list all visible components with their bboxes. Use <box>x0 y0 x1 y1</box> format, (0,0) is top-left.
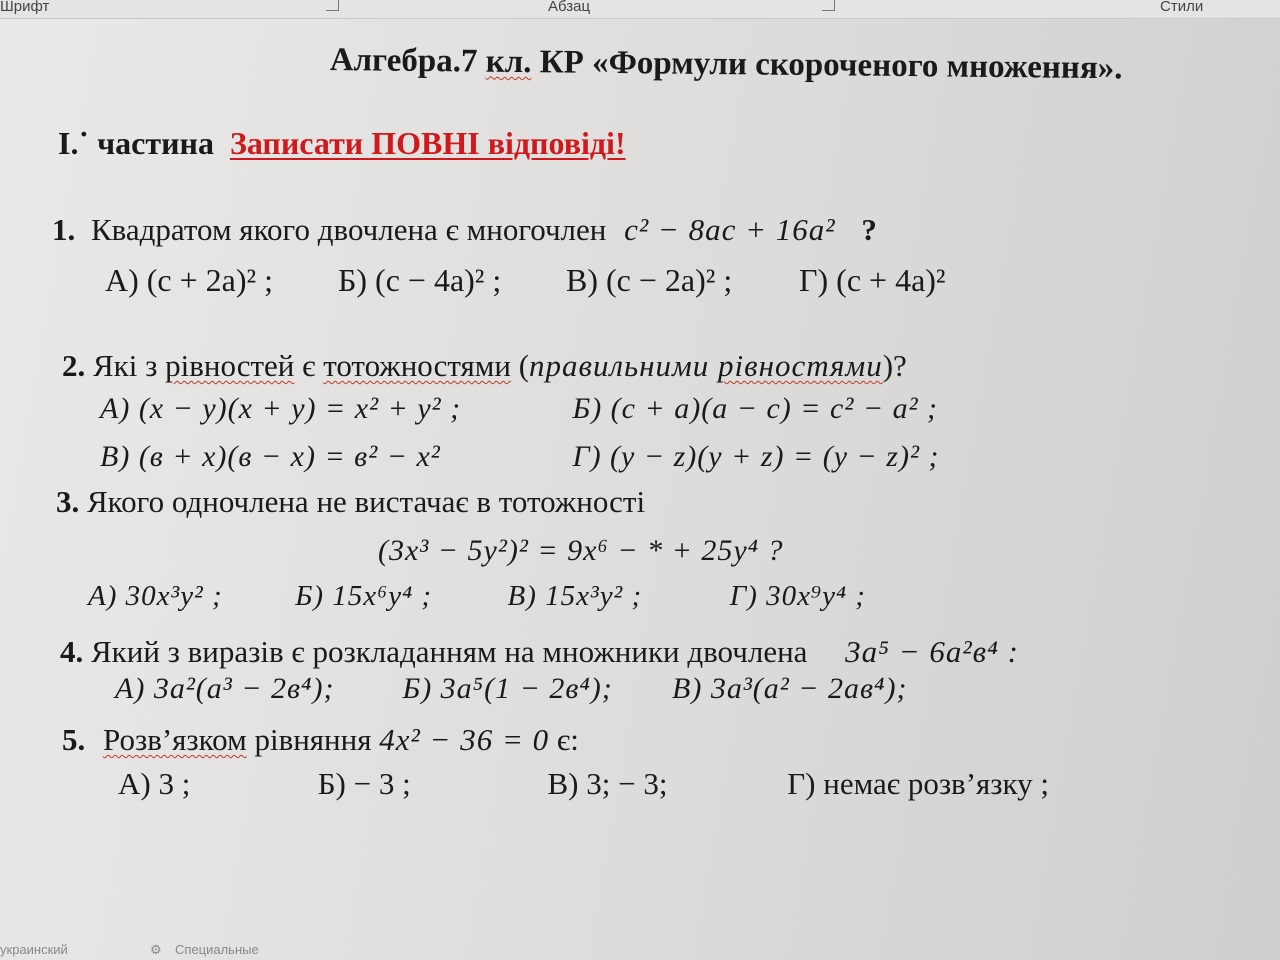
ribbon-group-paragraph[interactable]: Абзац <box>548 0 591 15</box>
question-text-word: рівностей <box>165 348 295 383</box>
option-b: Б) 15x⁶y⁴ ; <box>295 580 433 612</box>
question-text-italic: рівностями <box>718 348 883 383</box>
question-number: 5. <box>62 722 86 757</box>
question-text: Квадратом якого двочлена є многочлен <box>91 212 607 247</box>
question-mark: ? <box>861 212 877 247</box>
option-d: Г) немає розв’язку ; <box>787 766 1050 801</box>
question-text: є: <box>549 722 579 757</box>
title-prefix: Алгебра.7 <box>329 42 486 80</box>
option-d: Г) (y − z)(y + z) = (y − z)² ; <box>572 440 940 473</box>
option-d: Г) (c + 4a)² <box>799 262 946 298</box>
question-2-options-row-2 <box>100 440 939 474</box>
title-kl: кл. <box>485 43 532 81</box>
option-b: Б) − 3 ; <box>317 766 411 801</box>
status-bar <box>0 942 1280 960</box>
part-instruction: Записати ПОВНІ відповіді! <box>229 125 626 161</box>
paragraph-dialog-launcher-icon[interactable] <box>822 0 835 11</box>
question-3 <box>56 484 645 520</box>
question-text-word: Розв’язком <box>103 722 247 757</box>
title-rest: КР «Формули скороченого множення». <box>531 44 1123 87</box>
option-a: А) (c + 2a)² ; <box>105 262 274 298</box>
question-text: ( <box>510 348 530 383</box>
question-3-options <box>88 580 866 613</box>
question-number: 3. <box>56 484 80 519</box>
language-indicator[interactable]: украинский <box>0 942 68 957</box>
option-c: В) 3a³(a² − 2aв⁴); <box>672 672 908 705</box>
option-d: Г) 30x⁹y⁴ ; <box>729 580 866 612</box>
question-5 <box>62 722 579 758</box>
option-c: В) (c − 2a)² ; <box>566 262 733 298</box>
question-expression: 3a⁵ − 6a²в⁴ : <box>845 634 1019 669</box>
part-heading <box>58 125 626 162</box>
question-text: є <box>294 348 324 383</box>
question-1 <box>52 212 877 248</box>
option-a: А) 30x³y² ; <box>88 580 223 612</box>
option-b: Б) (c − 4a)² ; <box>338 262 502 298</box>
question-expression: 4x² − 36 = 0 <box>379 722 550 757</box>
option-c: В) (в + x)(в − x) = в² − x² <box>100 440 441 473</box>
question-number: 2. <box>62 348 86 383</box>
question-3-expression: (3x³ − 5y²)² = 9x⁶ − * + 25y⁴ ? <box>378 534 784 567</box>
option-a: А) 3 ; <box>118 766 191 801</box>
question-2 <box>62 348 907 384</box>
ribbon-group-font[interactable]: Шрифт <box>0 0 50 15</box>
question-expression: c² − 8ac + 16a² <box>624 212 836 247</box>
part-label: І.˙ частина <box>58 125 214 161</box>
font-dialog-launcher-icon[interactable] <box>326 0 339 11</box>
option-c: В) 15x³y² ; <box>507 580 643 612</box>
question-1-options <box>105 262 946 299</box>
question-5-options <box>118 766 1049 802</box>
accessibility-icon[interactable]: ⚙ <box>150 942 162 957</box>
question-text: Якого одночлена не вистачає в тотожності <box>87 484 646 519</box>
question-number: 1. <box>52 212 76 247</box>
option-b: Б) 3a⁵(1 − 2в⁴); <box>402 672 613 705</box>
question-text-word: тотожностями <box>323 348 511 383</box>
option-a: А) 3a²(a³ − 2в⁴); <box>115 672 335 705</box>
question-text: Які з <box>93 348 166 383</box>
question-text: )? <box>882 348 907 383</box>
option-b: Б) (c + a)(a − c) = c² − a² ; <box>572 392 939 425</box>
word-ribbon <box>0 0 1280 19</box>
option-c: В) 3; − 3; <box>547 766 668 801</box>
question-4-options <box>115 672 907 706</box>
ribbon-group-styles[interactable]: Стили <box>1160 0 1204 15</box>
question-text-italic: правильними <box>529 348 719 383</box>
option-a: А) (x − y)(x + y) = x² + y² ; <box>100 392 462 425</box>
status-text[interactable]: Специальные <box>175 942 259 957</box>
question-4 <box>60 634 1019 670</box>
question-text: Який з виразів є розкладанням на множники двочлена <box>91 634 808 669</box>
question-text: рівняння <box>246 722 380 757</box>
page-title <box>330 42 1123 87</box>
question-2-options-row-1 <box>100 392 938 426</box>
question-number: 4. <box>60 634 84 669</box>
